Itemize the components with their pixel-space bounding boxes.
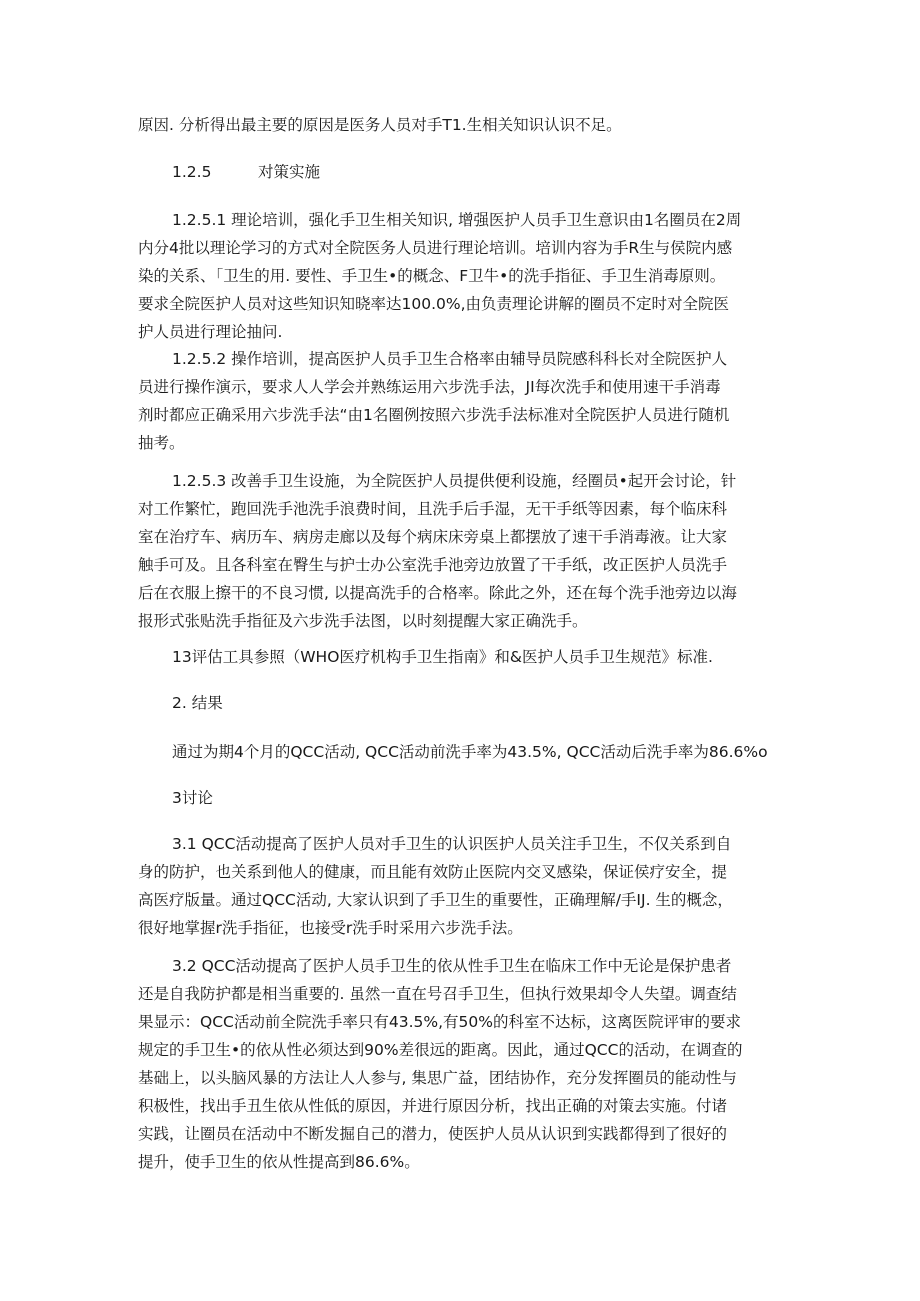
text-line: 身的防护，也关系到他人的健康，而且能有效防止医院内交叉感染，保证侯疗安全，提: [138, 863, 728, 881]
paragraph-1-2-5-2: [138, 345, 788, 457]
text-line: 抽考。: [138, 434, 185, 452]
text-line: 实践，让圈员在活动中不断发掘自己的潜力，使医护人员从认识到实践都得到了很好的: [138, 1125, 728, 1143]
text-line: 员进行操作演示，要求人人学会并熟练运用六步洗手法，JI每次洗手和使用速干手消毒: [138, 378, 721, 396]
text-line: 触手可及。且各科室在臀生与护士办公室洗手池旁边放置了干手纸，改正医护人员洗手: [138, 556, 728, 574]
section-1-2-5-heading: [172, 158, 320, 186]
text-line: 室在治疗车、病历车、病房走廊以及每个病床床旁桌上都摆放了速干手消毒液。让大家: [138, 528, 728, 546]
text-line: 1.2.5.3 改善手卫生设施，为全院医护人员提供便利设施，经圈员•起开会讨论，针: [172, 472, 737, 490]
paragraph-3-1: [138, 830, 788, 942]
section-3-heading: 3讨论: [172, 789, 213, 807]
text-line: 要求全院医护人员对这些知识知晓率达100.0%,由负责理论讲解的圈员不定时对全院医: [138, 295, 730, 313]
text-line: 1.2.5.1 理论培训，强化手卫生相关知识, 增强医护人员手卫生意识由1名圈员在2周: [172, 211, 742, 229]
text-line: 很好地掌握r洗手指征，也接受r洗手时采用六步洗手法。: [138, 919, 523, 937]
text-line: 后在衣服上擦干的不良习惯, 以提高洗手的合格率。除此之外，还在每个洗手池旁边以海: [138, 584, 737, 602]
text-line: 果显示：QCC活动前全院洗手率只有43.5%,有50%的科室不达标，这离医院评审的要求: [138, 1013, 741, 1031]
section-title: 对策实施: [258, 163, 321, 181]
text-line: 还是自我防护都是相当重要的. 虽然一直在号召手卫生，但执行效果却令人失望。调查结: [138, 985, 737, 1003]
text-line: 积极性，找出手丑生依从性低的原因，并进行原因分析，找出正确的对策去实施。付诸: [138, 1097, 728, 1115]
text-line: 染的关系、「卫生的用. 要性、手卫生•的概念、F卫牛•的洗手指征、手卫生消毒原则。: [138, 267, 726, 285]
paragraph-2-results: 通过为期4个月的QCC活动, QCC活动前洗手率为43.5%, QCC活动后洗手率为86.6%o: [172, 743, 768, 761]
text-line: 高医疗版量。通过QCC活动, 大家认识到了手卫生的重要性，正确理解/手IJ. 生的概念，: [138, 891, 733, 909]
text-line: 护人员进行理论抽问.: [138, 323, 283, 341]
text-line: 基础上，以头脑风暴的方法让人人参与, 集思广益，团结协作，充分发挥圈员的能动性与: [138, 1069, 737, 1087]
text-line: 报形式张贴洗手指征及六步洗手法图，以时刻提醒大家正确洗手。: [138, 612, 588, 630]
text-line: 剂时都应正确采用六步洗手法“由1名圈例按照六步洗手法标准对全院医护人员进行随机: [138, 406, 730, 424]
text-line: 3.2 QCC活动提高了医护人员手卫生的依从性手卫生在临床工作中无论是保护患者: [172, 957, 732, 975]
text-line: 对工作繁忙，跑回洗手池洗手浪费时间，且洗手后手湿，无干手纸等因素，每个临床科: [138, 500, 728, 518]
text-line: 规定的手卫生•的依从性必须达到90%差很远的距离。因此，通过QCC的活动，在调查的: [138, 1041, 743, 1059]
paragraph-1-3: 13评估工具参照（WHO医疗机构手卫生指南》和&医护人员手卫生规范》标准.: [172, 648, 713, 666]
text-line: 内分4批以理论学习的方式对全院医务人员进行理论培训。培训内容为手R生与侯院内感: [138, 239, 733, 257]
section-2-heading: 2. 结果: [172, 694, 223, 712]
paragraph-3-2: [138, 952, 788, 1176]
text-line: 提升，使手卫生的依从性提高到86.6%。: [138, 1153, 420, 1171]
intro-line: 原因. 分析得出最主要的原因是医务人员对手T1.生相关知识认识不足。: [138, 116, 622, 134]
section-number: 1.2.5: [172, 163, 212, 181]
text-line: 3.1 QCC活动提高了医护人员对手卫生的认识医护人员关注手卫生，不仅关系到自: [172, 835, 732, 853]
paragraph-1-2-5-3: [138, 467, 788, 635]
paragraph-1-2-5-1: [138, 206, 788, 346]
text-line: 1.2.5.2 操作培训，提高医护人员手卫生合格率由辅导员院感科科长对全院医护人: [172, 350, 728, 368]
